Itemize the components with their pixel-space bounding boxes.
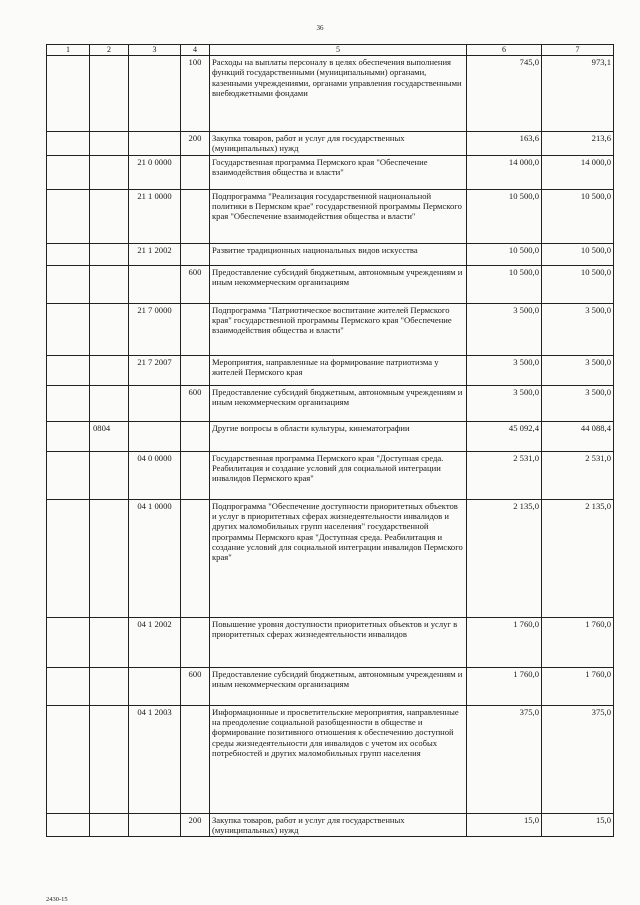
row-value-col6: 10 500,0 bbox=[467, 243, 542, 265]
row-value-col7: 2 531,0 bbox=[542, 451, 614, 499]
row-code-expense-type bbox=[181, 303, 210, 355]
row-code-subsection bbox=[90, 355, 129, 385]
row-code-section bbox=[47, 243, 90, 265]
column-number-row bbox=[47, 45, 614, 56]
row-description: Развитие традиционных национальных видов искусства bbox=[210, 243, 467, 265]
row-code-subsection bbox=[90, 56, 129, 132]
budget-table bbox=[46, 44, 614, 837]
row-value-col6: 375,0 bbox=[467, 705, 542, 813]
row-code-section bbox=[47, 189, 90, 243]
row-code-subsection bbox=[90, 189, 129, 243]
row-code-subsection bbox=[90, 813, 129, 837]
row-description: Информационные и просветительские мероприятия, направленные на преодоление социальной разобщенности в обществе и формирование позитивного отношения к обеспечению доступной среды жизнедеятельности для инвалидов с учетом их особых потребностей и других маломобильных групп населения bbox=[210, 705, 467, 813]
row-code-target: 21 1 2002 bbox=[129, 243, 181, 265]
row-value-col7: 10 500,0 bbox=[542, 265, 614, 303]
row-value-col7: 1 760,0 bbox=[542, 617, 614, 667]
row-code-section bbox=[47, 451, 90, 499]
row-value-col7: 44 088,4 bbox=[542, 421, 614, 451]
table-row bbox=[47, 385, 614, 421]
table-row bbox=[47, 132, 614, 156]
column-header: 3 bbox=[129, 45, 181, 56]
row-code-section bbox=[47, 265, 90, 303]
row-value-col6: 10 500,0 bbox=[467, 189, 542, 243]
row-value-col6: 15,0 bbox=[467, 813, 542, 837]
row-value-col7: 15,0 bbox=[542, 813, 614, 837]
row-code-target bbox=[129, 56, 181, 132]
row-description: Государственная программа Пермского края "Доступная среда. Реабилитация и создание условий для социальной интеграции инвалидов Пермского края" bbox=[210, 451, 467, 499]
row-code-target bbox=[129, 667, 181, 705]
row-value-col6: 10 500,0 bbox=[467, 265, 542, 303]
row-value-col6: 2 531,0 bbox=[467, 451, 542, 499]
row-code-target: 21 7 0000 bbox=[129, 303, 181, 355]
row-value-col7: 3 500,0 bbox=[542, 385, 614, 421]
row-code-subsection: 0804 bbox=[90, 421, 129, 451]
column-header: 2 bbox=[90, 45, 129, 56]
table-row bbox=[47, 189, 614, 243]
row-code-target: 04 1 2003 bbox=[129, 705, 181, 813]
row-description: Другие вопросы в области культуры, кинематографии bbox=[210, 421, 467, 451]
page-number: 36 bbox=[316, 24, 324, 32]
table-row bbox=[47, 667, 614, 705]
row-value-col6: 1 760,0 bbox=[467, 667, 542, 705]
row-code-subsection bbox=[90, 303, 129, 355]
table-row bbox=[47, 303, 614, 355]
row-description: Предоставление субсидий бюджетным, автономным учреждениям и иным некоммерческим организациям bbox=[210, 385, 467, 421]
table-row bbox=[47, 243, 614, 265]
row-description: Предоставление субсидий бюджетным, автономным учреждениям и иным некоммерческим организациям bbox=[210, 265, 467, 303]
row-code-target: 04 1 0000 bbox=[129, 499, 181, 617]
row-value-col6: 745,0 bbox=[467, 56, 542, 132]
row-code-target bbox=[129, 265, 181, 303]
table-row bbox=[47, 421, 614, 451]
row-code-subsection bbox=[90, 705, 129, 813]
row-code-subsection bbox=[90, 451, 129, 499]
row-code-section bbox=[47, 355, 90, 385]
column-header: 7 bbox=[542, 45, 614, 56]
table-body bbox=[47, 56, 614, 837]
row-description: Закупка товаров, работ и услуг для государственных (муниципальных) нужд bbox=[210, 132, 467, 156]
row-value-col7: 1 760,0 bbox=[542, 667, 614, 705]
table-row bbox=[47, 617, 614, 667]
row-value-col7: 10 500,0 bbox=[542, 189, 614, 243]
row-code-target bbox=[129, 385, 181, 421]
row-code-expense-type bbox=[181, 155, 210, 189]
row-code-expense-type bbox=[181, 451, 210, 499]
row-description: Подпрограмма "Обеспечение доступности приоритетных объектов и услуг в приоритетных сферах жизнедеятельности инвалидов и других маломобильных групп населения" государственной программы Пермского края "Доступная среда. Реабилитация и создание условий для социальной интеграции инвалидов Пермского края" bbox=[210, 499, 467, 617]
row-code-subsection bbox=[90, 617, 129, 667]
row-code-expense-type bbox=[181, 499, 210, 617]
row-value-col6: 45 092,4 bbox=[467, 421, 542, 451]
row-code-expense-type: 100 bbox=[181, 56, 210, 132]
row-code-expense-type: 200 bbox=[181, 813, 210, 837]
row-code-section bbox=[47, 499, 90, 617]
row-value-col6: 2 135,0 bbox=[467, 499, 542, 617]
row-value-col7: 10 500,0 bbox=[542, 243, 614, 265]
row-description: Закупка товаров, работ и услуг для государственных (муниципальных) нужд bbox=[210, 813, 467, 837]
table-row bbox=[47, 451, 614, 499]
row-description: Мероприятия, направленные на формирование патриотизма у жителей Пермского края bbox=[210, 355, 467, 385]
row-code-section bbox=[47, 56, 90, 132]
column-header: 1 bbox=[47, 45, 90, 56]
column-header: 4 bbox=[181, 45, 210, 56]
row-code-target bbox=[129, 813, 181, 837]
row-code-target: 21 7 2007 bbox=[129, 355, 181, 385]
table-row bbox=[47, 355, 614, 385]
row-value-col6: 3 500,0 bbox=[467, 385, 542, 421]
row-value-col7: 3 500,0 bbox=[542, 303, 614, 355]
row-value-col6: 163,6 bbox=[467, 132, 542, 156]
row-value-col7: 213,6 bbox=[542, 132, 614, 156]
row-description: Расходы на выплаты персоналу в целях обеспечения выполнения функций государственными (муниципальными) органами, казенными учреждениями, органами управления государственными внебюджетными фондами bbox=[210, 56, 467, 132]
row-value-col7: 375,0 bbox=[542, 705, 614, 813]
row-code-subsection bbox=[90, 499, 129, 617]
row-code-section bbox=[47, 155, 90, 189]
row-description: Подпрограмма "Реализация государственной национальной политики в Пермском крае" государственной программы Пермского края "Обеспечение взаимодействия общества и власти" bbox=[210, 189, 467, 243]
row-description: Государственная программа Пермского края "Обеспечение взаимодействия общества и власти" bbox=[210, 155, 467, 189]
table-row bbox=[47, 265, 614, 303]
row-description: Подпрограмма "Патриотическое воспитание жителей Пермского края" государственной программы Пермского края "Обеспечение взаимодействия общества и власти" bbox=[210, 303, 467, 355]
row-value-col7: 2 135,0 bbox=[542, 499, 614, 617]
row-value-col7: 14 000,0 bbox=[542, 155, 614, 189]
row-code-expense-type bbox=[181, 355, 210, 385]
row-code-section bbox=[47, 303, 90, 355]
row-code-expense-type: 200 bbox=[181, 132, 210, 156]
row-value-col6: 1 760,0 bbox=[467, 617, 542, 667]
row-value-col6: 3 500,0 bbox=[467, 355, 542, 385]
row-code-subsection bbox=[90, 385, 129, 421]
row-code-expense-type bbox=[181, 243, 210, 265]
row-code-expense-type: 600 bbox=[181, 667, 210, 705]
row-code-section bbox=[47, 617, 90, 667]
table-row bbox=[47, 155, 614, 189]
row-code-section bbox=[47, 385, 90, 421]
row-code-section bbox=[47, 667, 90, 705]
row-code-target: 04 1 2002 bbox=[129, 617, 181, 667]
row-description: Повышение уровня доступности приоритетных объектов и услуг в приоритетных сферах жизнедеятельности инвалидов bbox=[210, 617, 467, 667]
row-code-section bbox=[47, 705, 90, 813]
row-code-subsection bbox=[90, 155, 129, 189]
row-value-col7: 973,1 bbox=[542, 56, 614, 132]
row-code-subsection bbox=[90, 265, 129, 303]
row-code-subsection bbox=[90, 667, 129, 705]
row-code-section bbox=[47, 132, 90, 156]
column-header: 6 bbox=[467, 45, 542, 56]
table-row bbox=[47, 56, 614, 132]
row-code-target: 04 0 0000 bbox=[129, 451, 181, 499]
row-code-subsection bbox=[90, 243, 129, 265]
row-code-expense-type bbox=[181, 189, 210, 243]
row-code-expense-type bbox=[181, 617, 210, 667]
table-row bbox=[47, 813, 614, 837]
row-code-section bbox=[47, 421, 90, 451]
row-value-col6: 14 000,0 bbox=[467, 155, 542, 189]
column-header: 5 bbox=[210, 45, 467, 56]
table-row bbox=[47, 705, 614, 813]
row-value-col7: 3 500,0 bbox=[542, 355, 614, 385]
row-code-expense-type bbox=[181, 705, 210, 813]
row-code-target: 21 1 0000 bbox=[129, 189, 181, 243]
row-code-section bbox=[47, 813, 90, 837]
row-code-target bbox=[129, 421, 181, 451]
row-code-target bbox=[129, 132, 181, 156]
row-code-target: 21 0 0000 bbox=[129, 155, 181, 189]
row-code-subsection bbox=[90, 132, 129, 156]
row-value-col6: 3 500,0 bbox=[467, 303, 542, 355]
row-code-expense-type bbox=[181, 421, 210, 451]
table-row bbox=[47, 499, 614, 617]
row-description: Предоставление субсидий бюджетным, автономным учреждениям и иным некоммерческим организациям bbox=[210, 667, 467, 705]
row-code-expense-type: 600 bbox=[181, 265, 210, 303]
footer-code: 2430-15 bbox=[46, 896, 68, 903]
row-code-expense-type: 600 bbox=[181, 385, 210, 421]
